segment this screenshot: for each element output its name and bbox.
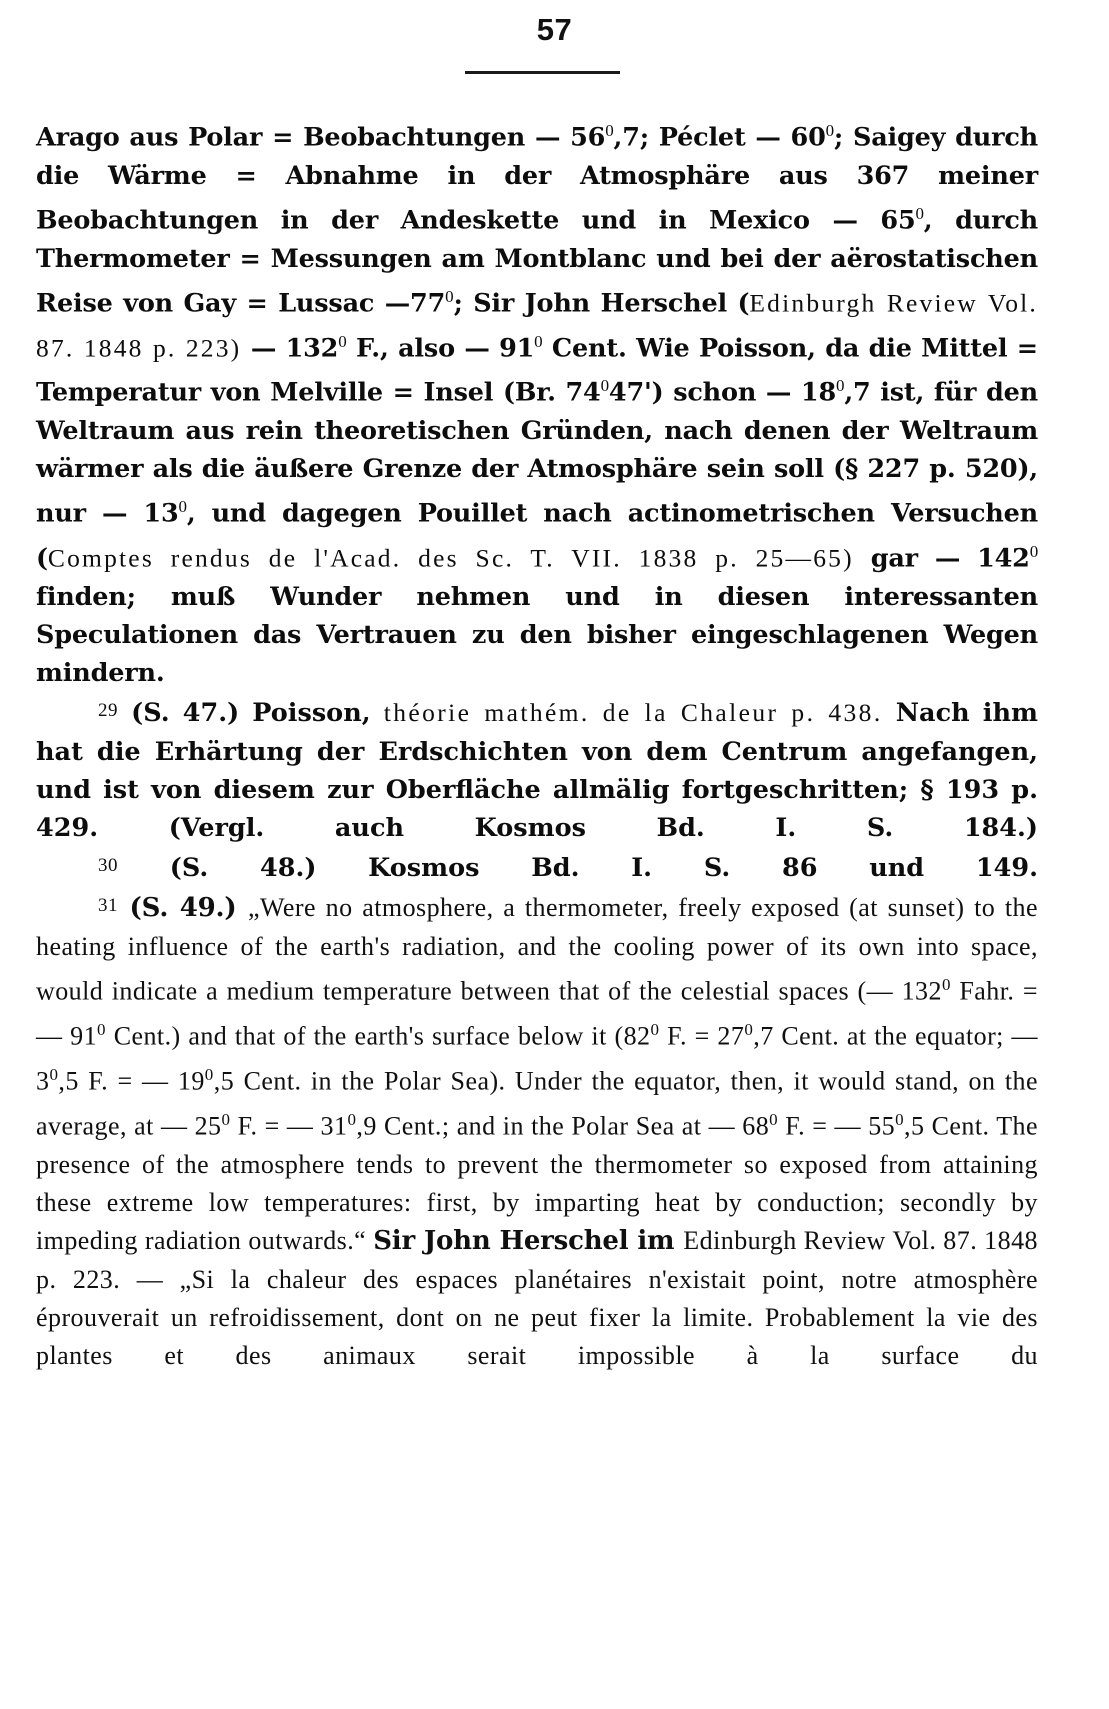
paragraph-main: Arago aus Polar = Beobachtungen — $56^0,7$; Péclet — $60^0$; Saigey durch die Wärme = Abnahme in der Atmosphäre aus 367 meiner Beobachtungen in der Andeskette und in Mexico — $65^0$, durch Thermometer = Messungen am Montblanc und bei der aërostatischen Reise von Gay = Lussac $—77^0$; Sir John Herschel (Edinburgh Review Vol. 87. 1848 p. 223) — $132^0$ F., also — $91^0$ Cent. Wie Poisson, da die Mittel = Temperatur von Melville = Insel (Br. $74^047'$) schon — $18^0,7$ ist, für den Weltraum aus rein theoretischen Gründen, nach denen der Weltraum wärmer als die äußere Grenze der Atmosphäre sein soll (§ 227 p. 520), nur — $13^0$, und dagegen Pouillet nach actinometrischen Versuchen (Comptes rendus de l'Acad. des Sc. T. VII. 1838 p. 25—65) gar — $142^0$ finden; muß Wunder nehmen und in diesen interessanten Speculationen das Vertrauen zu den bisher eingeschlagenen Wegen mindern. xyxy=(36,121,1039,689)
page-number: 57 xyxy=(536,12,573,47)
footnote-29: 29 (S. 47.) Poisson, théorie mathém. de la Chaleur p. 438. Nach ihm hat die Erhärtung der Erdschichten von dem Centrum angefangen, und ist von diesem zur Oberfläche allmälig fortgeschritten; § 193 p. 429. (Vergl. auch Kosmos Bd. I. S. 184.) xyxy=(36,698,1038,843)
footnote-30: 30 (S. 48.) Kosmos Bd. I. S. 86 und 149. xyxy=(98,853,1038,884)
horizontal-rule xyxy=(465,71,620,74)
text-column xyxy=(36,112,1038,1376)
footnote-31: 31 (S. 49.) „Were no atmosphere, a thermometer, freely exposed (at sunset) to the heating influence of the earth's radiation, and the cooling power of its own into space, would indicate a medium temperature between that of the celestial spaces (— $132^0$ Fahr. = — $91^0$ Cent.) and that of the earth's surface below it ($82^0$ F. = $27^0,7$ Cent. at the equator; — $3^0,5$ F. = — $19^0,5$ Cent. in the Polar Sea). Under the equator, then, it would stand, on the average, at — $25^0$ F. = — $31^0,9$ Cent.; and in the Polar Sea at — $68^0$ F. = — $55^0,5$ Cent. The presence of the atmosphere tends to prevent the thermometer so exposed from attaining these extreme low temperatures: first, by imparting heat by conduction; secondly by impeding radiation outwards.“ Sir John Herschel im Edinburgh Review Vol. 87. 1848 p. 223. — „Si la chaleur des espaces planétaires n'existait point, notre atmosphère éprouverait un refroidissement, dont on ne peut fixer la limite. Probablement la vie des plantes et des animaux serait impossible à la surface du xyxy=(36,893,1039,1371)
